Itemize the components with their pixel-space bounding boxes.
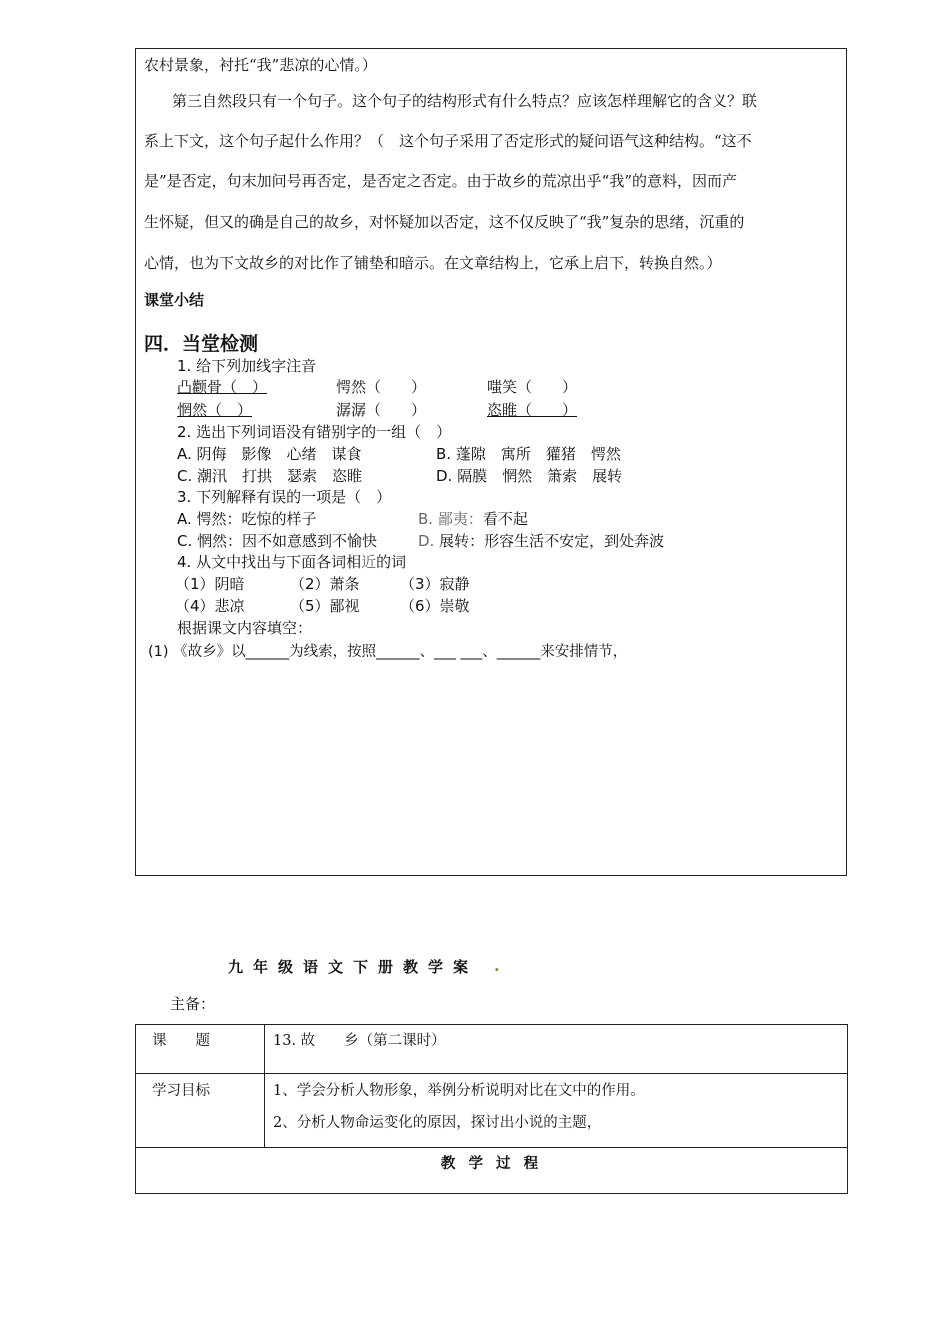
question-3-title: 3. 下列解释有误的一项是（ ） bbox=[177, 488, 392, 506]
q3-option-b bbox=[418, 508, 528, 529]
table-cell bbox=[136, 1025, 265, 1074]
goal-item: 1、学会分析人物形象，举例分析说明对比在文中的作用。 bbox=[273, 1083, 645, 1099]
q1-item-text: 恣睢（ ） bbox=[487, 401, 578, 419]
title-dot: . bbox=[494, 956, 500, 975]
q4-item: （2）萧条 bbox=[290, 575, 360, 593]
q2-option-d: D. 隔膜 惘然 箫索 展转 bbox=[436, 467, 623, 485]
summary-heading: 课堂小结 bbox=[144, 291, 205, 309]
lesson-plan-title: 九年级语文下册教学案 bbox=[228, 958, 479, 976]
preparer-label: 主备： bbox=[170, 995, 216, 1013]
q1-item-text: 嗤笑（ ） bbox=[487, 378, 578, 396]
q3-option-d-prefix: D. bbox=[418, 532, 435, 550]
q4-title-part: 的词 bbox=[376, 553, 407, 571]
q3-option-d-text: 展转：形容生活不安定，到处奔波 bbox=[439, 532, 665, 550]
q2-option-b: B. 蓬隙 寓所 獾猪 愕然 bbox=[436, 445, 621, 463]
q1-item bbox=[487, 376, 577, 397]
table-row bbox=[136, 1025, 848, 1074]
q3-option-b-prefix: B. 鄙夷： bbox=[418, 510, 483, 528]
topic-label: 课 题 bbox=[152, 1033, 210, 1049]
q4-title-part: 近 bbox=[361, 553, 377, 571]
paragraph-line: 是”是否定，句末加问号再否定，是否定之否定。由于故乡的荒凉出乎“我”的意料，因而产 bbox=[144, 172, 738, 190]
q1-item bbox=[487, 399, 577, 420]
table-row bbox=[136, 1074, 848, 1148]
paragraph-line: 心情，也为下文故乡的对比作了铺垫和暗示。在文章结构上，它承上启下，转换自然。） bbox=[144, 254, 722, 272]
q3-option-c: C. 惘然：因不如意感到不愉快 bbox=[177, 532, 378, 550]
question-4-title bbox=[177, 551, 406, 572]
q1-item bbox=[336, 399, 426, 420]
question-1-title: 1. 给下列加线字注音 bbox=[177, 357, 317, 375]
q1-item-text: 愕然（ ） bbox=[336, 378, 427, 396]
q3-option-a: A. 愕然：吃惊的样子 bbox=[177, 510, 317, 528]
q4-item: （4）悲凉 bbox=[175, 597, 245, 615]
q1-item bbox=[336, 376, 426, 397]
fill-in-title: 根据课文内容填空： bbox=[177, 619, 313, 637]
question-2-title: 2. 选出下列词语没有错别字的一组（ ） bbox=[177, 423, 452, 441]
paragraph-line: 生怀疑，但又的确是自己的故乡，对怀疑加以否定，这不仅反映了“我”复杂的思绪，沉重的 bbox=[144, 213, 745, 231]
teaching-process-heading: 教 学 过 程 bbox=[440, 1155, 543, 1172]
table-cell bbox=[265, 1074, 848, 1148]
q1-item bbox=[177, 376, 267, 397]
q3-option-d bbox=[418, 530, 664, 551]
paragraph-line: 系上下文，这个句子起什么作用？（ 这个句子采用了否定形式的疑问语气这种结构。“这不 bbox=[144, 132, 752, 150]
q1-item-text: 凸颧骨（ ） bbox=[177, 378, 268, 396]
q4-item: （1）阴暗 bbox=[175, 575, 245, 593]
q2-option-c: C. 潮汛 打拱 瑟索 恣睢 bbox=[177, 467, 363, 485]
fill-in-line: (1) 《故乡》以______为线索，按照______、___ ___、______来安排情节， bbox=[148, 644, 628, 660]
topic-value: 13. 故 乡（第二课时） bbox=[273, 1033, 446, 1049]
goals-label: 学习目标 bbox=[152, 1083, 210, 1099]
table-row bbox=[136, 1148, 848, 1194]
q1-item-text: 惘然（ ） bbox=[177, 401, 253, 419]
q4-item: （5）鄙视 bbox=[290, 597, 360, 615]
paragraph-line: 第三自然段只有一个句子。这个句子的结构形式有什么特点？应该怎样理解它的含义？联 bbox=[172, 92, 758, 110]
table-cell bbox=[136, 1074, 265, 1148]
q1-item bbox=[177, 399, 252, 420]
q2-option-a: A. 阴侮 影像 心绪 谋食 bbox=[177, 445, 362, 463]
q4-title-part: 4. 从文中找出与下面各词相 bbox=[177, 553, 362, 571]
lesson-info-table bbox=[135, 1024, 848, 1194]
q3-option-b-text: 看不起 bbox=[482, 510, 528, 528]
paragraph-line: 农村景象，衬托“我”悲凉的心情。） bbox=[144, 56, 377, 74]
goal-item: 2、分析人物命运变化的原因，探讨出小说的主题， bbox=[273, 1115, 602, 1131]
table-cell bbox=[265, 1025, 848, 1074]
table-cell bbox=[136, 1148, 848, 1194]
q1-item-text: 潺潺（ ） bbox=[336, 401, 427, 419]
q4-item: （3）寂静 bbox=[400, 575, 470, 593]
q4-item: （6）崇敬 bbox=[400, 597, 470, 615]
exercise-heading: 四．当堂检测 bbox=[144, 333, 259, 355]
